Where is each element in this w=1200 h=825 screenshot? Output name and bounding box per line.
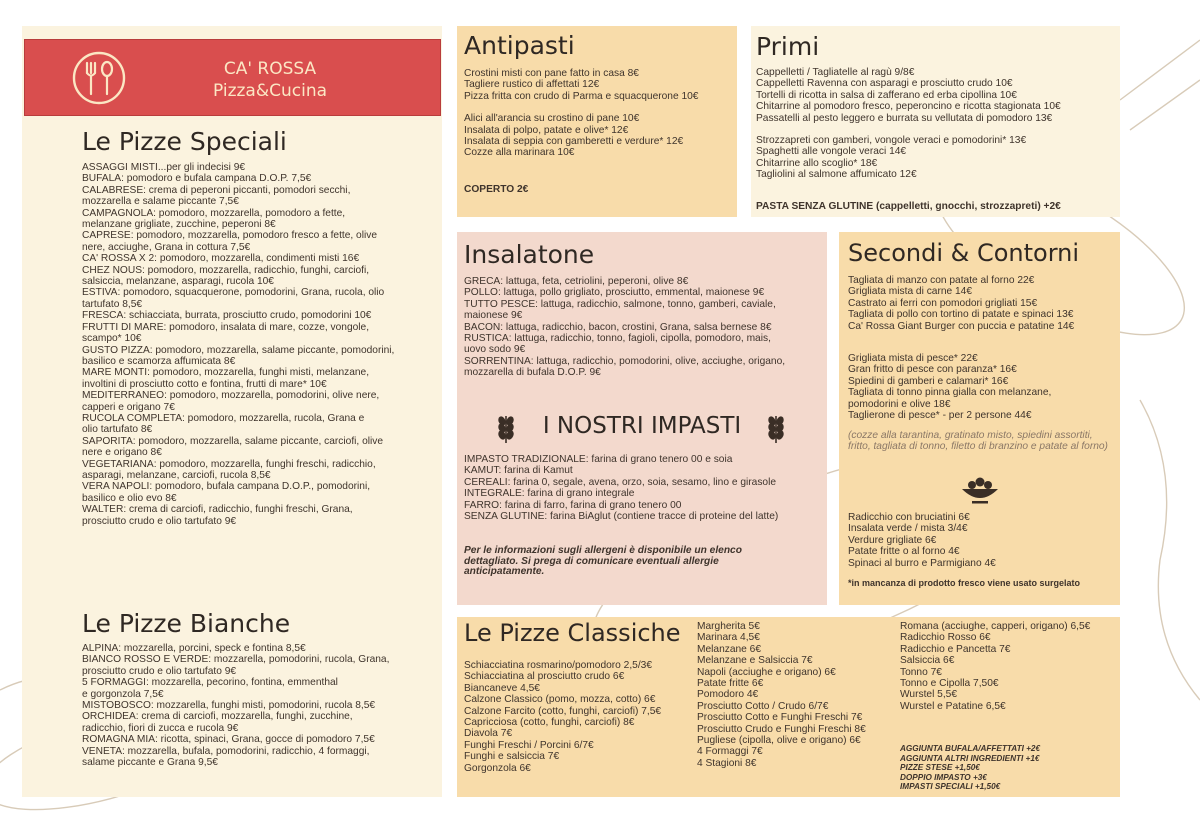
menu-item: Cappelletti Ravenna con asparagi e prosciutto crudo 10€ [756, 78, 1013, 90]
menu-item: Prosciutto Cotto e Funghi Freschi 7€ [697, 712, 863, 724]
menu-item: pomodorini e olive 18€ [848, 398, 951, 410]
menu-item: IMPASTI SPECIALI +1,50€ [900, 782, 1001, 791]
classiche-col2-list [697, 621, 897, 769]
menu-item: BIANCO ROSSO E VERDE: mozzarella, pomodorini, rucola, Grana, [82, 654, 390, 666]
menu-item: Diavola 7€ [464, 728, 513, 740]
coperto-note: COPERTO 2€ [464, 184, 529, 195]
menu-item: IMPASTO TRADIZIONALE: farina di grano tenero 00 e soia [464, 454, 733, 465]
insalatone-title: Insalatone [464, 240, 595, 269]
menu-item: salsiccia, melanzane, asparagi, rucola 10€ [82, 276, 274, 288]
menu-item: 4 Stagioni 8€ [697, 757, 757, 769]
insalatone-list [464, 276, 824, 379]
menu-item: Tagliata di pollo con tortino di patate e spinaci 13€ [848, 309, 1074, 321]
menu-item: Alici all'arancia su crostino di pane 10€ [464, 113, 640, 125]
menu-item: mozzarella e salame piccante 7,5€ [82, 196, 239, 208]
menu-item: POLLO: lattuga, pollo grigliato, prosciutto, emmental, maionese 9€ [464, 287, 765, 299]
menu-item: Tagliolini al salmone affumicato 12€ [756, 169, 917, 181]
menu-item: Grigliata mista di pesce* 22€ [848, 353, 978, 364]
insalatone-panel [457, 232, 827, 605]
fork-spoon-icon [71, 50, 127, 106]
menu-item: GRECA: lattuga, feta, cetriolini, peperoni, olive 8€ [464, 276, 689, 287]
classiche-col3-list [900, 621, 1118, 712]
menu-item: CA' ROSSA X 2: pomodoro, mozzarella, condimenti misti 16€ [82, 253, 360, 265]
menu-item: Verdure grigliate 6€ [848, 534, 937, 546]
menu-item: Chitarrine al pomodoro fresco, peperoncino e ricotta stagionata 10€ [756, 101, 1061, 113]
menu-item: VERA NAPOLI: pomodoro, bufala campana D.O.P., pomodorini, [82, 481, 371, 493]
menu-item: ALPINA: mozzarella, porcini, speck e fontina 8,5€ [82, 643, 306, 654]
allergeni-note: Per le informazioni sugli allergeni è disponibile un elenco dettagliato. Si prega di comunicare eventuali allergie anticipatamente. [464, 545, 742, 577]
classiche-col1-list [464, 660, 694, 774]
surgelato-note: *in mancanza di prodotto fresco viene usato surgelato [848, 578, 1081, 588]
impasti-heading [492, 410, 792, 446]
secondi-title: Secondi & Contorni [848, 239, 1080, 267]
menu-item: nere, acciughe, Grana in cottura 7,5€ [82, 241, 251, 253]
menu-item: nere e origano 8€ [82, 447, 162, 459]
menu-item: Chitarrine allo scoglio* 18€ [756, 157, 878, 169]
menu-item: INTEGRALE: farina di grano integrale [464, 488, 635, 500]
menu-item: Radicchio Rosso 6€ [900, 632, 991, 644]
menu-item: radicchio, fiori di zucca e rucola 9€ [82, 722, 239, 734]
salad-bowl-icon [958, 475, 1002, 505]
primi-title: Primi [756, 32, 820, 61]
menu-item: ASSAGGI MISTI...per gli indecisi 9€ [82, 162, 246, 173]
menu-item: CHEZ NOUS: pomodoro, mozzarella, radicchio, funghi, carciofi, [82, 264, 370, 276]
antipasti-panel [457, 26, 737, 217]
secondi-carne-list [848, 275, 1118, 332]
menu-item: Napoli (acciughe e origano) 6€ [697, 666, 836, 678]
menu-item: Spaghetti alle vongole veraci 14€ [756, 146, 907, 158]
menu-item: Tonno 7€ [900, 666, 942, 678]
menu-item: Calzone Classico (pomo, mozza, cotto) 6€ [464, 694, 656, 706]
menu-item: AGGIUNTA ALTRI INGREDIENTI +1€ [900, 753, 1040, 763]
menu-item: Schiacciatina rosmarino/pomodoro 2,5/3€ [464, 660, 653, 671]
menu-item: Ca' Rossa Giant Burger con puccia e patatine 14€ [848, 320, 1075, 332]
menu-item: basilico e olio evo 8€ [82, 492, 177, 504]
menu-item: Spinaci al burro e Parmigiano 4€ [848, 557, 996, 569]
menu-item: scampo* 10€ [82, 333, 142, 345]
menu-item: BUFALA: pomodoro e bufala campana D.O.P. 7,5€ [82, 173, 312, 185]
menu-item: Wurstel 5,5€ [900, 689, 958, 701]
menu-item: Grigliata mista di carne 14€ [848, 286, 973, 298]
wheat-icon [492, 412, 520, 444]
menu-item: Tortelli di ricotta in salsa di zafferano ed erba cipollina 10€ [756, 89, 1017, 101]
impasti-title: I NOSTRI IMPASTI [542, 413, 742, 439]
menu-item: VENETA: mozzarella, bufala, pomodorini, radicchio, 4 formaggi, [82, 745, 370, 757]
menu-item: Marinara 4,5€ [697, 632, 760, 644]
menu-item: FARRO: farina di farro, farina di grano tenero 00 [464, 499, 682, 511]
menu-item: mozzarella di bufala D.O.P. 9€ [464, 367, 601, 379]
menu-item: KAMUT: farina di Kamut [464, 465, 573, 477]
menu-item: SAPORITA: pomodoro, mozzarella, salame piccante, carciofi, olive [82, 435, 384, 447]
menu-item: SORRENTINA: lattuga, radicchio, pomodorini, olive, acciughe, origano, [464, 355, 786, 367]
pesce-note: (cozze alla tarantina, gratinato misto, spiedini assortiti, fritto, tagliata di tonno, filetto di branzino e patate al forno) [848, 430, 1108, 453]
menu-item: Insalata di polpo, patate e olive* 12€ [464, 124, 629, 136]
menu-item: MISTOBOSCO: mozzarella, funghi misti, pomodorini, rucola 8,5€ [82, 700, 376, 712]
menu-item: Patate fritte 6€ [697, 678, 764, 690]
menu-item: Prosciutto Crudo e Funghi Freschi 8€ [697, 723, 866, 735]
classiche-title: Le Pizze Classiche [464, 619, 681, 647]
bianche-title: Le Pizze Bianche [82, 609, 291, 638]
classiche-panel [457, 617, 1120, 797]
menu-item: AGGIUNTA BUFALA/AFFETTATI +2€ [900, 744, 1041, 753]
menu-item: FRUTTI DI MARE: pomodoro, insalata di mare, cozze, vongole, [82, 321, 370, 333]
menu-item: BACON: lattuga, radicchio, bacon, crostini, Grana, salsa bernese 8€ [464, 321, 772, 333]
menu-item: Pugliese (cipolla, olive e origano) 6€ [697, 735, 861, 747]
menu-item: WALTER: crema di carciofi, radicchio, funghi freschi, Grana, [82, 504, 353, 516]
left-column-panel [22, 26, 442, 797]
menu-item: Gran fritto di pesce con paranza* 16€ [848, 364, 1017, 376]
menu-item: VEGETARIANA: pomodoro, mozzarella, funghi freschi, radicchio, [82, 458, 376, 470]
menu-item: Patate fritte o al forno 4€ [848, 546, 960, 558]
menu-item: Cappelletti / Tagliatelle al ragù 9/8€ [756, 67, 915, 78]
menu-item [756, 124, 1116, 135]
menu-item: SENZA GLUTINE: farina BiAglut (contiene tracce di proteine del latte) [464, 511, 779, 523]
menu-item: prosciutto crudo e olio tartufato 9€ [82, 665, 237, 677]
menu-item: Tagliata di tonno pinna gialla con melanzane, [848, 387, 1052, 399]
menu-item: Funghi e salsiccia 7€ [464, 751, 560, 763]
menu-item: Tonno e Cipolla 7,50€ [900, 678, 999, 690]
primi-list [756, 67, 1116, 181]
menu-item: Pizza fritta con crudo di Parma e squacquerone 10€ [464, 90, 699, 102]
menu-item: TUTTO PESCE: lattuga, radicchio, salmone, tonno, gamberi, caviale, [464, 298, 776, 310]
wheat-icon [762, 412, 790, 444]
brand-tagline: Pizza&Cucina [212, 81, 328, 101]
brand-logo-box [24, 39, 441, 116]
menu-item: Biancaneve 4,5€ [464, 682, 540, 694]
bianche-list [82, 643, 437, 768]
secondi-pesce-list [848, 353, 1118, 421]
speciali-title: Le Pizze Speciali [82, 127, 287, 156]
menu-item: Capricciosa (cotto, funghi, carciofi) 8€ [464, 717, 635, 729]
menu-item: CALABRESE: crema di peperoni piccanti, pomodori secchi, [82, 184, 351, 196]
menu-item: Radicchio con bruciatini 6€ [848, 512, 970, 523]
menu-item: Gorgonzola 6€ [464, 762, 531, 774]
menu-item: Castrato ai ferri con pomodori grigliati 15€ [848, 297, 1038, 309]
menu-item: Spiedini di gamberi e calamari* 16€ [848, 375, 1009, 387]
menu-item: uovo sodo 9€ [464, 344, 526, 356]
menu-item: ESTIVA: pomodoro, squacquerone, pomodorini, Grana, rucola, olio [82, 287, 385, 299]
menu-item: Radicchio e Pancetta 7€ [900, 643, 1011, 655]
menu-item: asparagi, melanzane, carciofi, rucola 8,5€ [82, 469, 271, 481]
speciali-list [82, 162, 437, 527]
antipasti-title: Antipasti [464, 31, 575, 60]
menu-item: Schiacciatina al prosciutto crudo 6€ [464, 671, 625, 683]
menu-item: salame piccante e Grana 9,5€ [82, 757, 218, 769]
menu-item: RUSTICA: lattuga, radicchio, tonno, fagioli, cipolla, pomodoro, mais, [464, 333, 771, 345]
menu-item: Taglierone di pesce* - per 2 persone 44€ [848, 410, 1032, 422]
menu-item: DOPPIO IMPASTO +3€ [900, 772, 987, 782]
menu-item: olio tartufato 8€ [82, 424, 153, 436]
menu-item: MEDITERRANEO: pomodoro, mozzarella, pomodorini, olive nere, [82, 390, 380, 402]
menu-item: Melanzane 6€ [697, 643, 762, 655]
impasti-list [464, 454, 824, 522]
antipasti-list [464, 68, 732, 159]
menu-item: Prosciutto Cotto / Crudo 6/7€ [697, 700, 829, 712]
secondi-panel [839, 232, 1120, 605]
menu-item: CAMPAGNOLA: pomodoro, mozzarella, pomodoro a fette, [82, 207, 346, 219]
menu-item: ORCHIDEA: crema di carciofi, mozzarella, funghi, zucchine, [82, 711, 353, 723]
menu-item: 5 FORMAGGI: mozzarella, pecorino, fontina, emmenthal [82, 677, 338, 689]
menu-item: ROMAGNA MIA: ricotta, spinaci, Grana, gocce di pomodoro 7,5€ [82, 734, 375, 746]
menu-item: involtini di prosciutto cotto e fontina, frutti di mare* 10€ [82, 378, 327, 390]
menu-item: Calzone Farcito (cotto, funghi, carciofi) 7,5€ [464, 705, 662, 717]
menu-item: 4 Formaggi 7€ [697, 746, 763, 758]
menu-item: Strozzapreti con gamberi, vongole veraci e pomodorini* 13€ [756, 135, 1027, 147]
menu-item: CEREALI: farina 0, segale, avena, orzo, soia, sesamo, lino e girasole [464, 476, 777, 488]
menu-item: Pomodoro 4€ [697, 689, 759, 701]
menu-item: Cozze alla marinara 10€ [464, 147, 575, 159]
menu-item: PIZZE STESE +1,50€ [900, 763, 980, 772]
menu-item: Passatelli al pesto leggero e burrata su vellutata di pomodoro 13€ [756, 112, 1053, 124]
menu-item: Funghi Freschi / Porcini 6/7€ [464, 739, 594, 751]
menu-item: basilico e scamorza affumicata 8€ [82, 355, 236, 367]
menu-item: Romana (acciughe, capperi, origano) 6,5€ [900, 621, 1091, 632]
brand-name: CA' ROSSA [223, 59, 317, 79]
menu-item: e gorgonzola 7,5€ [82, 688, 164, 700]
brand-name-block [195, 58, 345, 102]
menu-item [464, 102, 732, 113]
menu-item: prosciutto crudo e olio tartufato 9€ [82, 515, 237, 527]
menu-item: Melanzane e Salsiccia 7€ [697, 655, 813, 667]
menu-item: capperi e origano 7€ [82, 401, 175, 413]
menu-item: Salsiccia 6€ [900, 655, 955, 667]
menu-item: Tagliata di manzo con patate al forno 22€ [848, 275, 1035, 286]
menu-item: melanzane grigliate, zucchine, peperoni 8€ [82, 219, 276, 231]
glutenfree-note: PASTA SENZA GLUTINE (cappelletti, gnocchi, strozzapreti) +2€ [756, 201, 1061, 212]
contorni-list [848, 512, 1118, 569]
menu-item: Insalata verde / mista 3/4€ [848, 523, 968, 535]
menu-item: FRESCA: schiacciata, burrata, prosciutto crudo, pomodorini 10€ [82, 310, 372, 322]
menu-item: Tagliere rustico di affettati 12€ [464, 79, 600, 91]
aggiunte-list [900, 744, 1118, 792]
menu-item: CAPRESE: pomodoro, mozzarella, pomodoro fresco a fette, olive [82, 230, 378, 242]
menu-item: MARE MONTI: pomodoro, mozzarella, funghi misti, melanzane, [82, 367, 370, 379]
menu-item: Insalata di seppia con gamberetti e verdure* 12€ [464, 136, 684, 148]
menu-item: maionese 9€ [464, 310, 523, 322]
menu-item: tartufato 8,5€ [82, 298, 143, 310]
menu-item: RUCOLA COMPLETA: pomodoro, mozzarella, rucola, Grana e [82, 412, 365, 424]
menu-item: GUSTO PIZZA: pomodoro, mozzarella, salame piccante, pomodorini, [82, 344, 395, 356]
primi-panel [751, 26, 1120, 217]
menu-item: Wurstel e Patatine 6,5€ [900, 700, 1006, 712]
menu-item: Crostini misti con pane fatto in casa 8€ [464, 68, 639, 79]
menu-item: Margherita 5€ [697, 621, 760, 632]
